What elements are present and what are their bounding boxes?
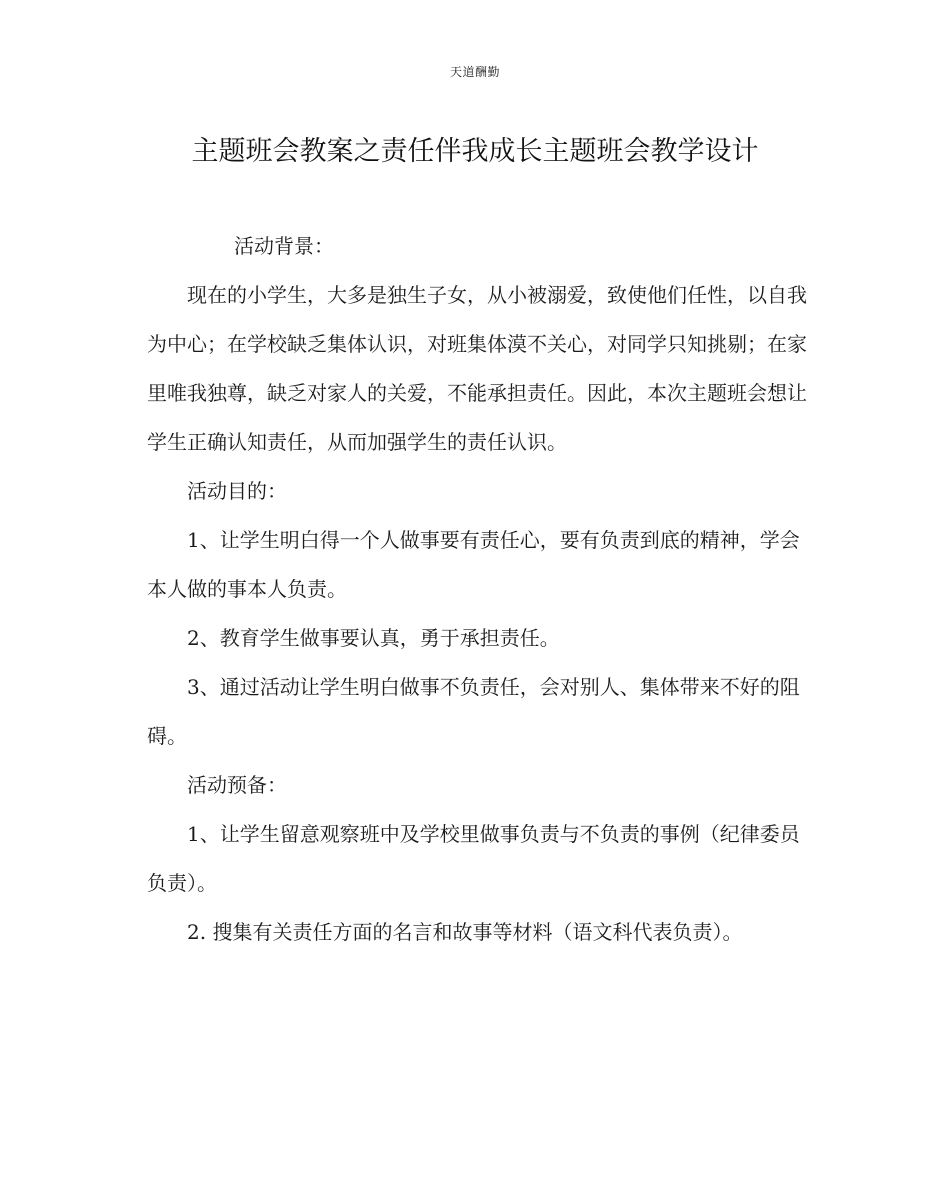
- preparation-item-2: 2. 搜集有关责任方面的名言和故事等材料（语文科代表负责）。: [187, 920, 743, 944]
- paragraph-background: 现在的小学生，大多是独生子女，从小被溺爱，致使他们任性，以自我为中心；在学校缺乏集体认识，对班集体漠不关心，对同学只知挑剔；在家里唯我独尊，缺乏对家人的关爱，不能承担责任。因此，本次主题班会想让学生正确认知责任，从而加强学生的责任认识。: [147, 283, 807, 454]
- goal-item-3: 3、通过活动让学生明白做事不负责任，会对别人、集体带来不好的阻碍。: [147, 675, 800, 748]
- section-heading-background: 活动背景：: [234, 234, 334, 258]
- preparation-item-1: 1、让学生留意观察班中及学校里做事负责与不负责的事例（纪律委员负责）。: [147, 822, 800, 895]
- section-heading-goals: 活动目的：: [187, 479, 287, 503]
- section-heading-preparation: 活动预备：: [187, 773, 287, 797]
- goal-item-1: 1、让学生明白得一个人做事要有责任心，要有负责到底的精神，学会本人做的事本人负责。: [147, 528, 800, 601]
- document-body: [147, 222, 807, 957]
- page-header: 天道酬勤: [449, 65, 500, 79]
- document-title: 主题班会教案之责任伴我成长主题班会教学设计: [191, 136, 759, 167]
- goal-item-2: 2、教育学生做事要认真，勇于承担责任。: [187, 626, 560, 650]
